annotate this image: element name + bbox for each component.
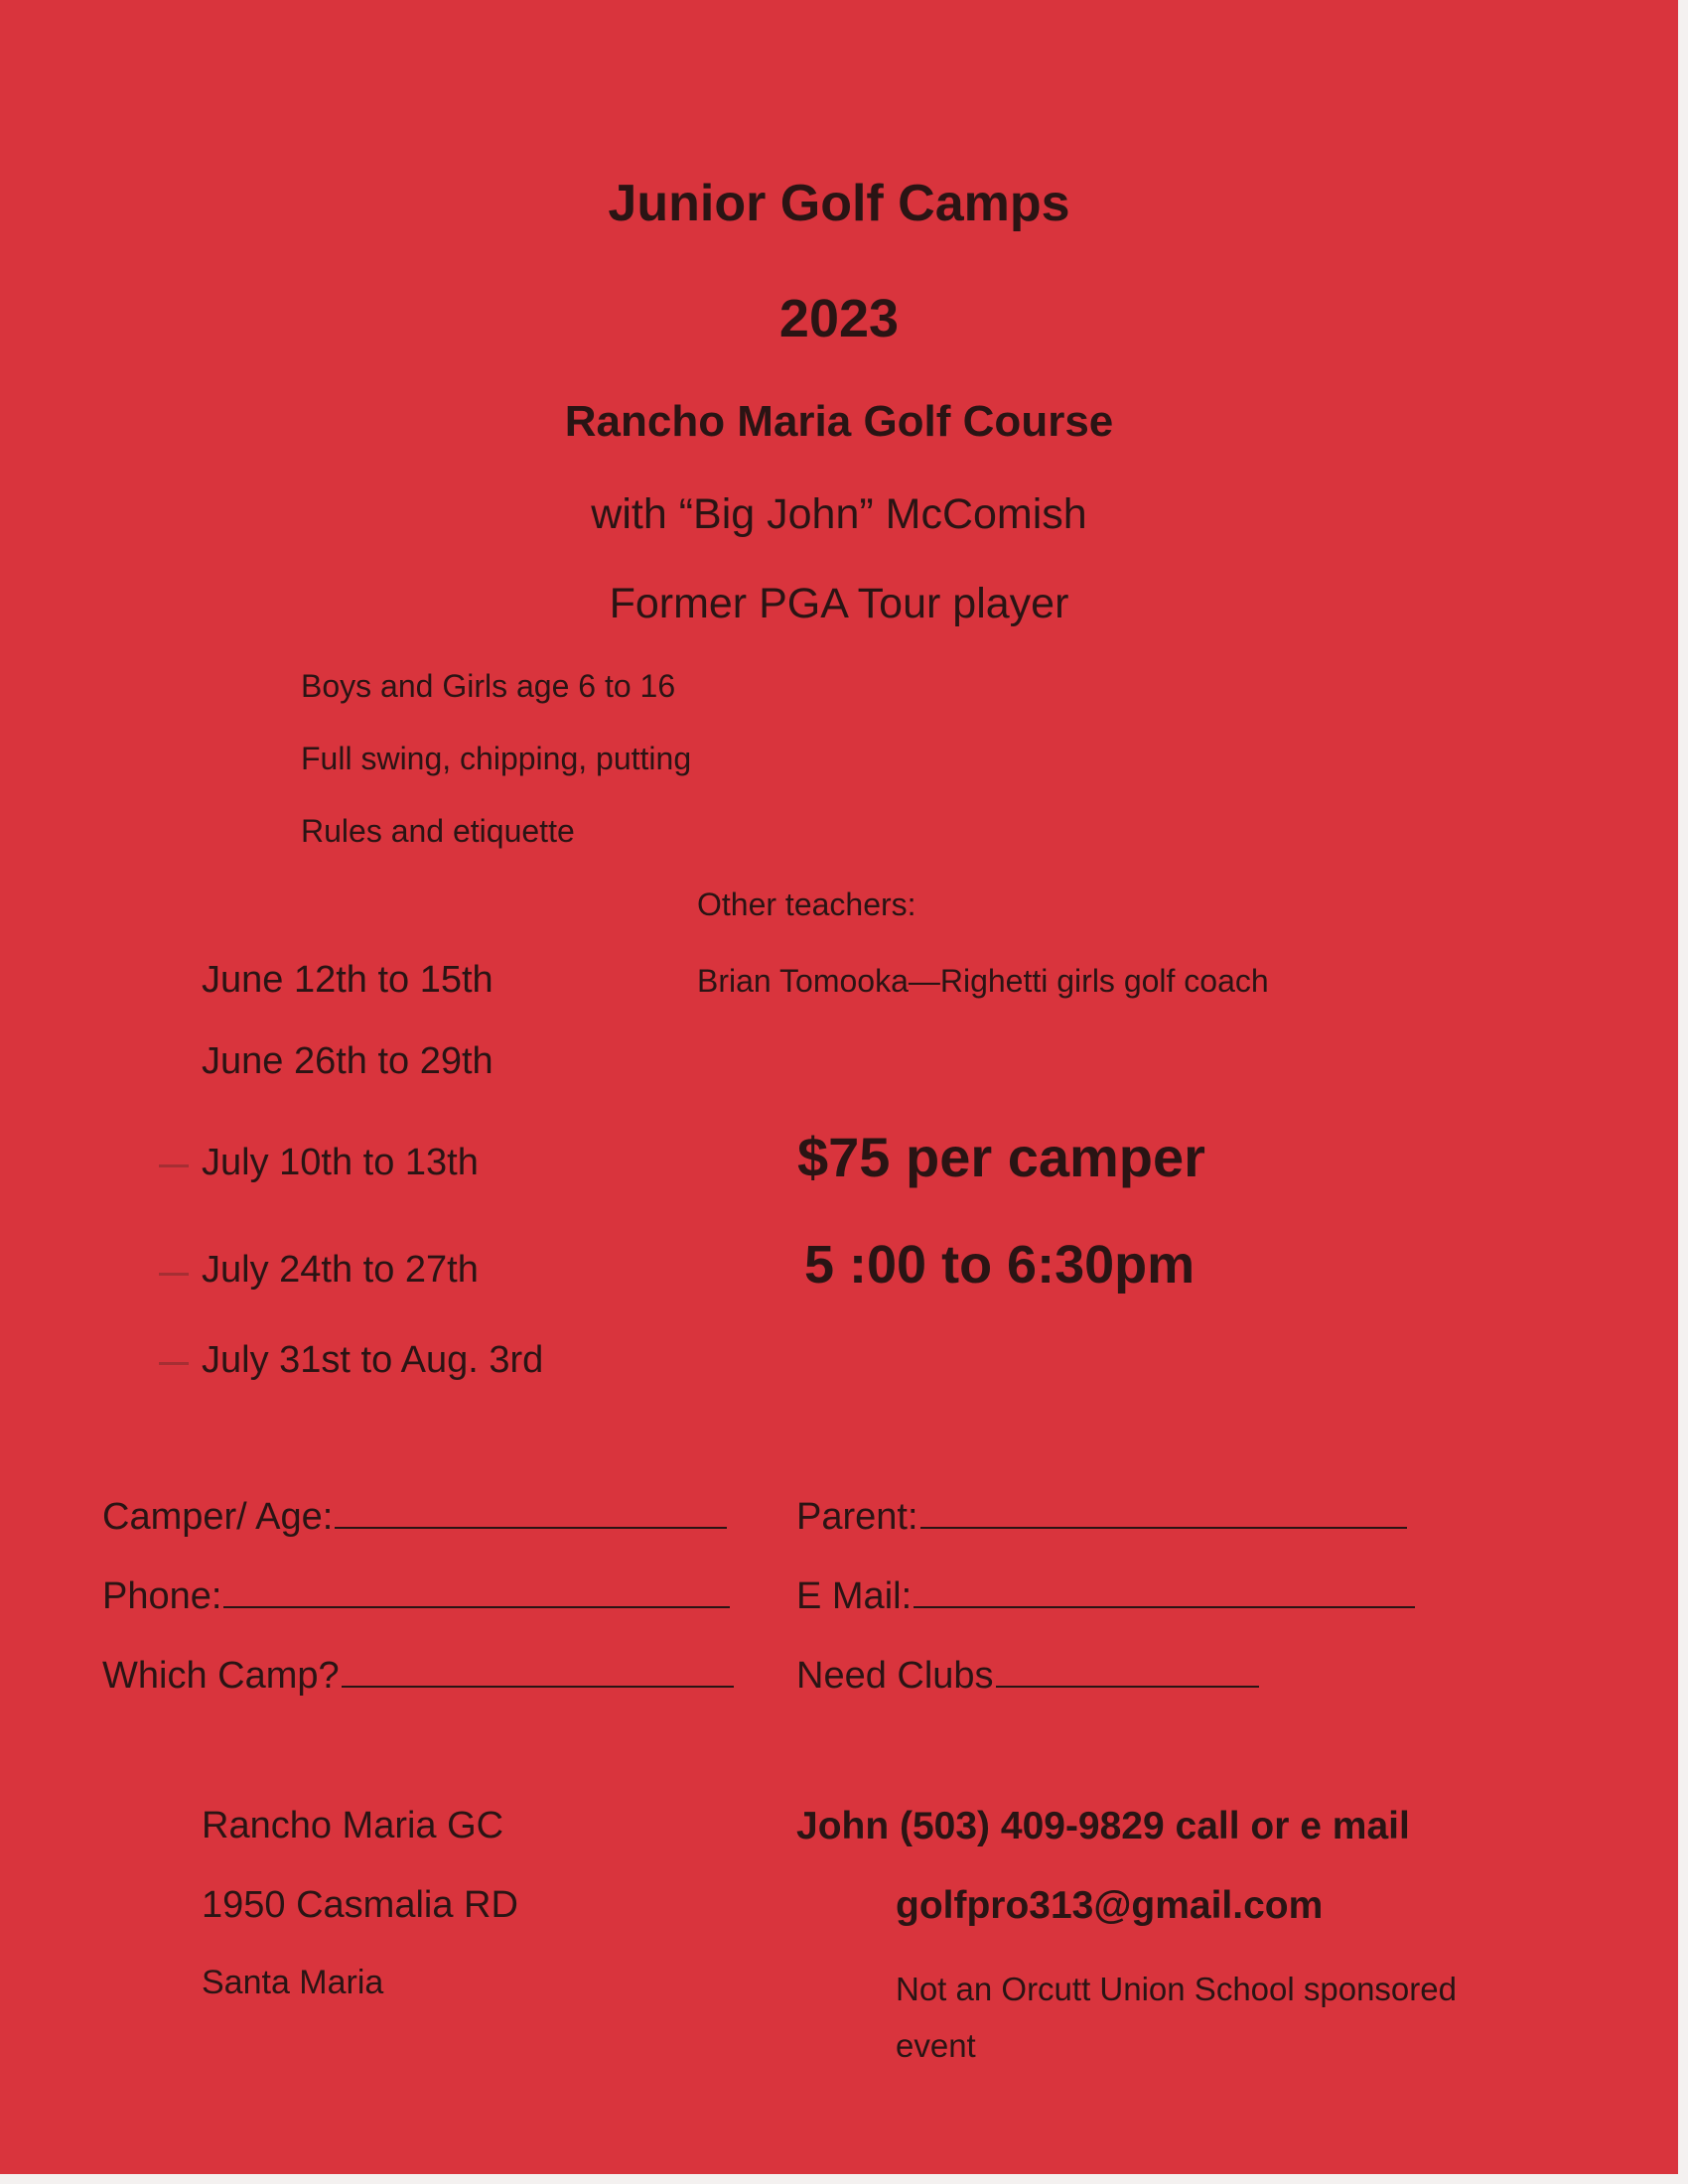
phone-label: Phone: <box>102 1575 222 1617</box>
pen-mark <box>159 1273 189 1276</box>
scan-margin-right <box>1678 0 1688 2184</box>
phone-blank[interactable] <box>223 1569 730 1608</box>
parent-blank[interactable] <box>920 1489 1407 1529</box>
camper-age-label: Camper/ Age: <box>102 1496 334 1538</box>
course-name: Rancho Maria Golf Course <box>564 397 1114 446</box>
camp-date: June 12th to 15th <box>202 959 493 1001</box>
instructor-line: with “Big John” McComish <box>591 490 1087 538</box>
camp-date: June 26th to 29th <box>202 1040 493 1082</box>
flyer-year: 2023 <box>778 289 900 348</box>
feature-item: Rules and etiquette <box>301 813 575 849</box>
teacher-item: Brian Tomooka—Righetti girls golf coach <box>697 963 1269 999</box>
which-camp-blank[interactable] <box>342 1648 734 1688</box>
email-label: E Mail: <box>796 1575 913 1617</box>
need-clubs-label: Need Clubs <box>796 1655 994 1697</box>
venue-city: Santa Maria <box>202 1964 384 2001</box>
pen-mark <box>159 1164 189 1167</box>
camper-age-blank[interactable] <box>335 1489 727 1529</box>
camper-age-field[interactable] <box>102 1489 727 1539</box>
disclaimer: Not an Orcutt Union School sponsored event <box>896 1971 1457 2064</box>
feature-item: Full swing, chipping, putting <box>301 741 692 776</box>
contact-phone: John (503) 409-9829 call or e mail <box>796 1805 1410 1847</box>
flyer-title: Junior Golf Camps <box>608 175 1070 232</box>
camp-time: 5 :00 to 6:30pm <box>804 1235 1196 1295</box>
which-camp-field[interactable] <box>102 1648 734 1698</box>
price: $75 per camper <box>797 1126 1205 1188</box>
contact-email: golfpro313@gmail.com <box>896 1884 1324 1927</box>
camp-date: July 24th to 27th <box>202 1249 479 1291</box>
scan-margin-bottom <box>0 2174 1688 2184</box>
need-clubs-blank[interactable] <box>996 1648 1259 1688</box>
which-camp-label: Which Camp? <box>102 1655 340 1697</box>
other-teachers-label: Other teachers: <box>697 887 916 922</box>
need-clubs-field[interactable] <box>796 1648 1259 1698</box>
pen-mark <box>159 1362 189 1365</box>
camp-date: July 10th to 13th <box>202 1142 479 1183</box>
parent-field[interactable] <box>796 1489 1407 1539</box>
venue-name: Rancho Maria GC <box>202 1805 504 1846</box>
venue-street: 1950 Casmalia RD <box>202 1884 518 1926</box>
email-blank[interactable] <box>914 1569 1415 1608</box>
feature-item: Boys and Girls age 6 to 16 <box>301 668 676 704</box>
email-field[interactable] <box>796 1569 1415 1618</box>
camp-date: July 31st to Aug. 3rd <box>202 1339 544 1381</box>
instructor-credential: Former PGA Tour player <box>609 580 1069 627</box>
parent-label: Parent: <box>796 1496 918 1538</box>
phone-field[interactable] <box>102 1569 730 1618</box>
